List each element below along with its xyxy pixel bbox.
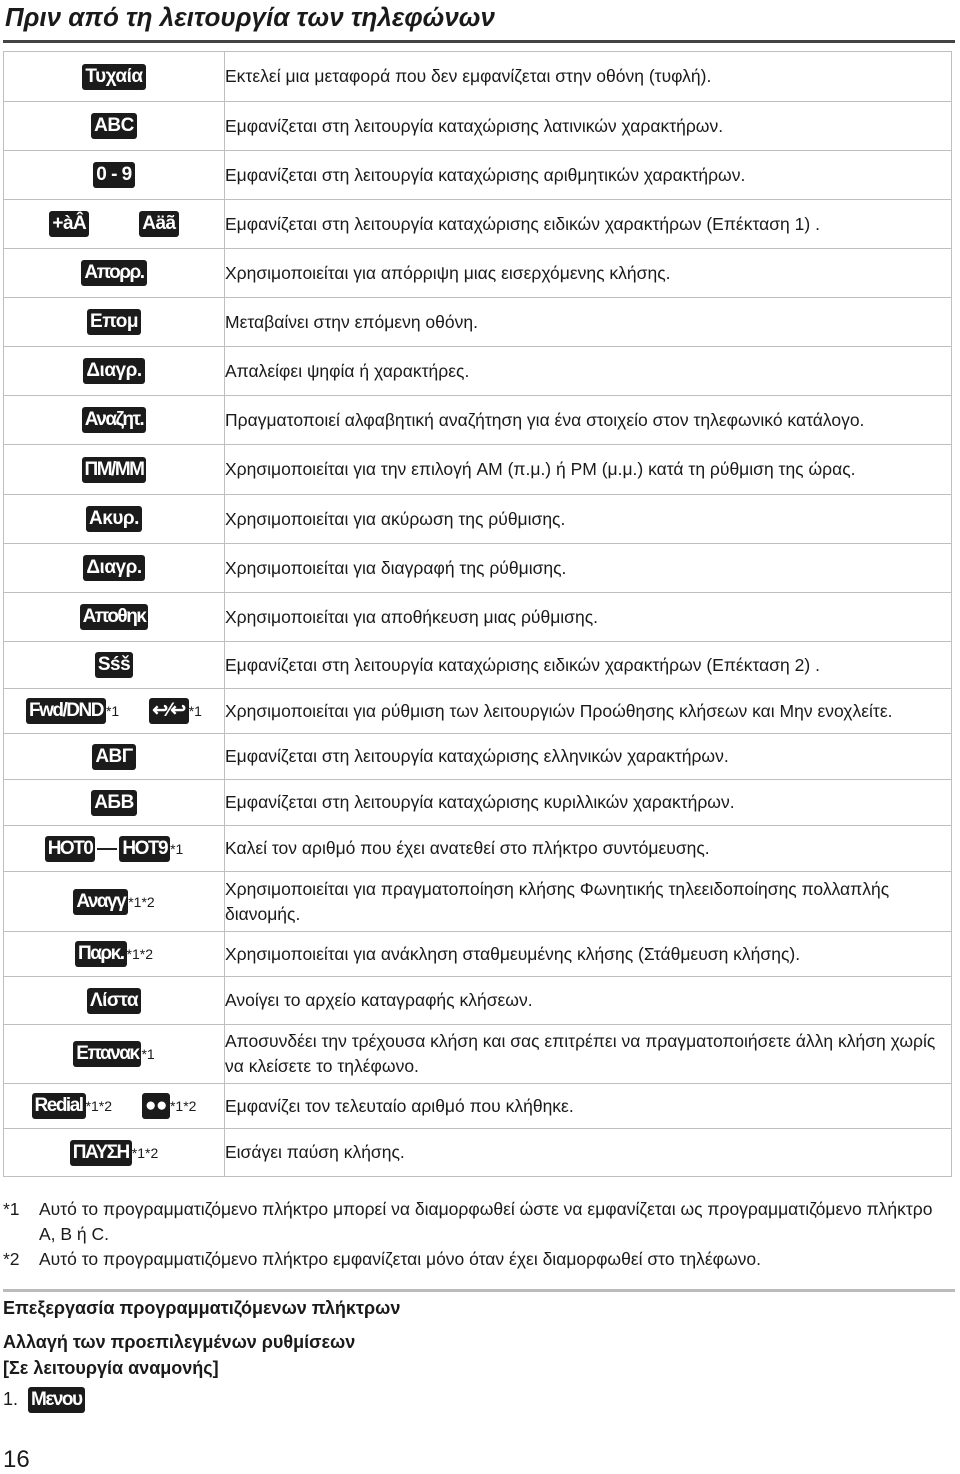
table-row xyxy=(4,445,952,495)
table-row xyxy=(4,826,952,872)
key-numeric: 0 - 9 xyxy=(93,162,135,188)
footnote-ref: *1*2 xyxy=(85,1098,113,1114)
page-title: Πριν από τη λειτουργία των τηλεφώνων xyxy=(5,2,495,32)
key-search: Αναζητ. xyxy=(82,407,146,433)
row-description: Εμφανίζει τον τελευταίο αριθμό που κλήθηκε. xyxy=(225,1084,952,1129)
page-number: 16 xyxy=(3,1446,30,1473)
row-description: Εισάγει παύση κλήσης. xyxy=(225,1129,952,1177)
key-cyrillic: АБВ xyxy=(91,790,137,816)
key-pause: ΠΑΥΣΗ xyxy=(70,1140,132,1166)
key-announce: Αναγγ xyxy=(73,889,128,915)
footnote-text: Αυτό το προγραμματιζόμενο πλήκτρο εμφανίζεται μόνο όταν έχει διαμορφωθεί στο τηλέφωνο. xyxy=(39,1249,761,1269)
mode-label: [Σε λειτουργία αναμονής] xyxy=(3,1358,219,1378)
footnote-ref: *1 xyxy=(170,840,184,857)
table-row xyxy=(4,593,952,642)
table-row xyxy=(4,780,952,826)
row-description: Χρησιμοποιείται για διαγραφή της ρύθμισης. xyxy=(225,544,952,593)
row-description: Εμφανίζεται στη λειτουργία καταχώρισης ειδικών χαρακτήρων (Επέκταση 1) . xyxy=(225,200,952,249)
row-description: Χρησιμοποιείται για ρύθμιση των λειτουργιών Προώθησης κλήσεων και Μην ενοχλείτε. xyxy=(225,689,952,734)
row-description: Εμφανίζεται στη λειτουργία καταχώρισης αριθμητικών χαρακτήρων. xyxy=(225,151,952,200)
key-delete: Διαγρ. xyxy=(83,555,144,581)
key-hot0: HOT0 xyxy=(45,836,96,862)
footnote-ref: *1 xyxy=(188,703,202,719)
table-row xyxy=(4,1025,952,1084)
table-row xyxy=(4,102,952,151)
table-row xyxy=(4,298,952,347)
footnote-text: Αυτό το προγραμματιζόμενο πλήκτρο μπορεί να διαμορφωθεί ώστε να εμφανίζεται ως προγραμματιζόμενο πλήκτρο A, B ή C. xyxy=(39,1199,933,1244)
key-greek: ΑΒΓ xyxy=(92,744,135,770)
key-random: Τυχαία xyxy=(82,64,145,90)
section-divider xyxy=(3,1289,955,1292)
key-extended-1b: Aäã xyxy=(139,211,178,237)
key-hot9: HOT9 xyxy=(119,836,170,862)
row-description: Χρησιμοποιείται για απόρριψη μιας εισερχόμενης κλήσης. xyxy=(225,249,952,298)
forward-dnd-icon: ↩︎⁄↩︎ xyxy=(149,698,189,724)
table-row xyxy=(4,1084,952,1129)
footnote xyxy=(3,1247,933,1272)
table-row xyxy=(4,932,952,977)
section-subtitle: Αλλαγή των προεπιλεγμένων ρυθμίσεων xyxy=(3,1332,356,1352)
step-1 xyxy=(3,1387,85,1413)
table-row xyxy=(4,347,952,396)
table-row xyxy=(4,200,952,249)
table-row xyxy=(4,151,952,200)
row-description: Εμφανίζεται στη λειτουργία καταχώρισης ειδικών χαρακτήρων (Επέκταση 2) . xyxy=(225,642,952,689)
footnote-ref: *1*2 xyxy=(131,1144,159,1161)
row-description: Εμφανίζεται στη λειτουργία καταχώρισης ελληνικών χαρακτήρων. xyxy=(225,734,952,780)
row-description: Καλεί τον αριθμό που έχει ανατεθεί στο πλήκτρο συντόμευσης. xyxy=(225,826,952,872)
key-reject: Απορρ. xyxy=(81,260,146,286)
table-row xyxy=(4,689,952,734)
row-description: Εμφανίζεται στη λειτουργία καταχώρισης λατινικών χαρακτήρων. xyxy=(225,102,952,151)
row-description: Εκτελεί μια μεταφορά που δεν εμφανίζεται στην οθόνη (τυφλή). xyxy=(225,52,952,102)
table-row xyxy=(4,544,952,593)
key-abc: ABC xyxy=(91,113,137,139)
row-description: Αποσυνδέει την τρέχουσα κλήση και σας επιτρέπει να πραγματοποιήσετε άλλη κλήση χωρίς να κλείσετε το τηλέφωνο. xyxy=(225,1025,952,1084)
footnote-ref: *1*2 xyxy=(128,893,155,910)
key-am-pm: ΠΜ/ΜΜ xyxy=(82,457,147,483)
table-row xyxy=(4,1129,952,1177)
footnotes xyxy=(3,1197,933,1272)
row-description: Ανοίγει το αρχείο καταγραφής κλήσεων. xyxy=(225,977,952,1025)
footnote-ref: *1*2 xyxy=(126,946,153,962)
key-recall: Επανακ xyxy=(73,1041,141,1067)
title-divider xyxy=(3,40,955,43)
footnote-mark: *2 xyxy=(3,1249,20,1269)
row-description: Απαλείφει ψηφία ή χαρακτήρες. xyxy=(225,347,952,396)
row-description: Χρησιμοποιείται για πραγματοποίηση κλήσης Φωνητικής τηλεειδοποίησης πολλαπλής διανομής. xyxy=(225,872,952,932)
footnote-mark: *1 xyxy=(3,1199,20,1219)
key-cancel: Ακυρ. xyxy=(86,506,142,532)
table-row xyxy=(4,396,952,445)
key-redial: Redial xyxy=(32,1093,86,1119)
table-row xyxy=(4,734,952,780)
key-list: Λίστα xyxy=(87,988,141,1014)
footnote-ref: *1*2 xyxy=(169,1098,197,1114)
key-extended-2: Sśš xyxy=(95,652,133,678)
section-title: Επεξεργασία προγραμματιζόμενων πλήκτρων xyxy=(3,1298,401,1318)
footnote xyxy=(3,1197,933,1247)
key-clear: Διαγρ. xyxy=(83,358,144,384)
table-row xyxy=(4,52,952,102)
table-row xyxy=(4,872,952,932)
table-row xyxy=(4,642,952,689)
row-description: Χρησιμοποιείται για την επιλογή AM (π.μ.) ή PM (μ.μ.) κατά τη ρύθμιση της ώρας. xyxy=(225,445,952,495)
footnote-ref: *1 xyxy=(141,1046,155,1062)
key-save: Αποθηκ xyxy=(80,604,149,630)
row-description: Χρησιμοποιείται για αποθήκευση μιας ρύθμισης. xyxy=(225,593,952,642)
row-description: Μεταβαίνει στην επόμενη οθόνη. xyxy=(225,298,952,347)
table-row xyxy=(4,249,952,298)
table-row xyxy=(4,977,952,1025)
key-menu: Μενου xyxy=(28,1387,85,1413)
soft-key-table xyxy=(3,51,952,1177)
footnote-ref: *1 xyxy=(105,703,120,719)
key-fwd-dnd: Fwd/DND xyxy=(26,698,106,724)
row-description: Χρησιμοποιείται για ακύρωση της ρύθμισης. xyxy=(225,495,952,544)
row-description: Εμφανίζεται στη λειτουργία καταχώρισης κυριλλικών χαρακτήρων. xyxy=(225,780,952,826)
redial-icon: ●● xyxy=(142,1093,170,1119)
key-next: Επομ xyxy=(87,309,141,335)
step-number: 1. xyxy=(3,1388,19,1409)
table-row xyxy=(4,495,952,544)
row-description: Πραγματοποιεί αλφαβητική αναζήτηση για ένα στοιχείο στον τηλεφωνικό κατάλογο. xyxy=(225,396,952,445)
key-park: Παρκ. xyxy=(75,941,127,967)
key-extended-1a: +àÂ xyxy=(49,211,89,237)
row-description: Χρησιμοποιείται για ανάκληση σταθμευμένης κλήσης (Στάθμευση κλήσης). xyxy=(225,932,952,977)
